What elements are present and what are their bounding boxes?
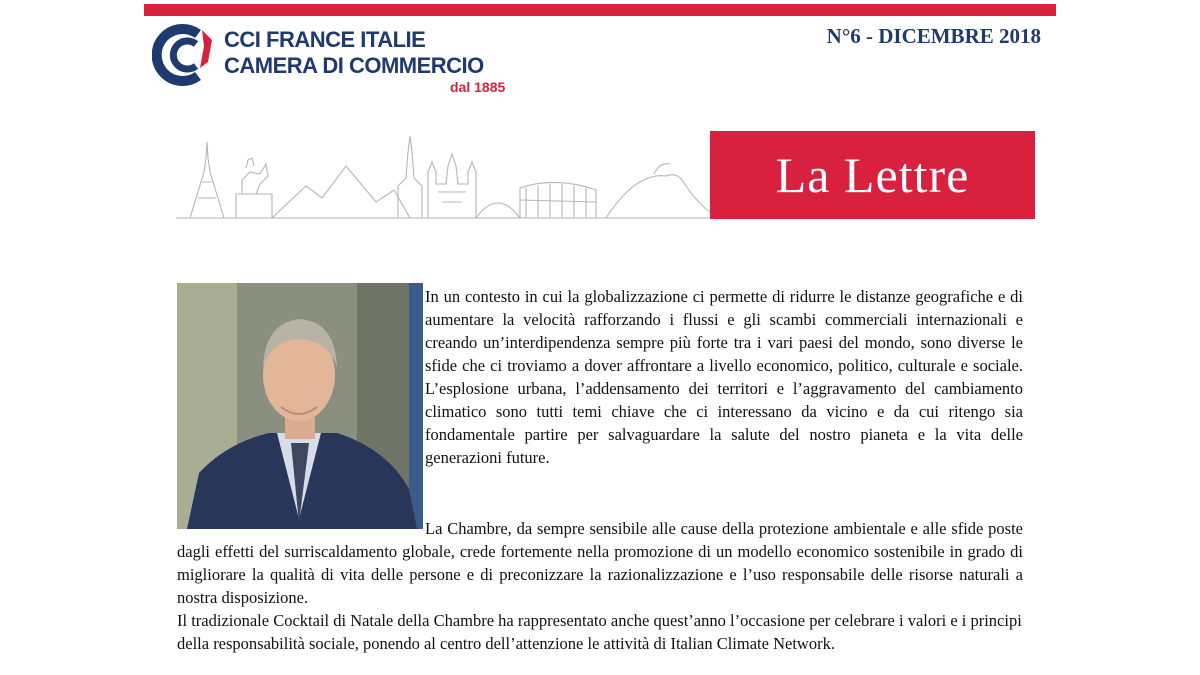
article-paragraph-1: In un contesto in cui la globalizzazione ci permette di ridurre le distanze geografiche e di aumentare la velocità rafforzando i flussi e gli scambi commerciali internazionali e creando un’interdipendenza sempre più forte tra i vari paesi del mondo, sono diverse le sfide che ci troviamo a dover affrontare a livello economico, politico, culturale e sociale. L’esplosione urbana, l’addensamento dei territori e l’aggravamento del cambiamento climatico sono tutti temi chiave che ci interessano da vicino e da cui ritengo sia fondamentale partire per salvaguardare la salute del nostro pianeta e la vita delle generazioni future. xyxy=(425,287,1023,467)
article-paragraph-2: La Chambre, da sempre sensibile alle cause della protezione ambientale e alle sfide poste dagli effetti del surriscaldamento globale, crede fortemente nella promozione di un modello economico sostenibile in grado di migliorare la qualità di vita delle persone e di preconizzare la razionalizzazione e l’uso responsabile delle risorse naturali a nostra disposizione. xyxy=(177,519,1023,607)
cci-logo-icon xyxy=(152,22,218,88)
article-paragraph-3: Il tradizionale Cocktail di Natale della Chambre ha rappresentato anche quest’anno l’occasione per celebrare i valori e i principi della responsabilità sociale, ponendo al centro dell’attenzione le attività di Italian Climate Network. xyxy=(177,611,1022,653)
skyline-illustration xyxy=(176,132,710,222)
issue-number: N°6 - DICEMBRE 2018 xyxy=(826,24,1041,48)
logo-line-2: CAMERA DI COMMERCIO xyxy=(224,53,484,78)
cci-logo xyxy=(152,22,532,102)
logo-line-1: CCI FRANCE ITALIE xyxy=(224,27,426,52)
logo-since: dal 1885 xyxy=(450,79,506,95)
la-lettre-banner xyxy=(710,131,1035,219)
top-accent-bar xyxy=(144,4,1056,16)
portrait-photo xyxy=(177,283,423,529)
banner-title: La Lettre xyxy=(775,147,970,203)
